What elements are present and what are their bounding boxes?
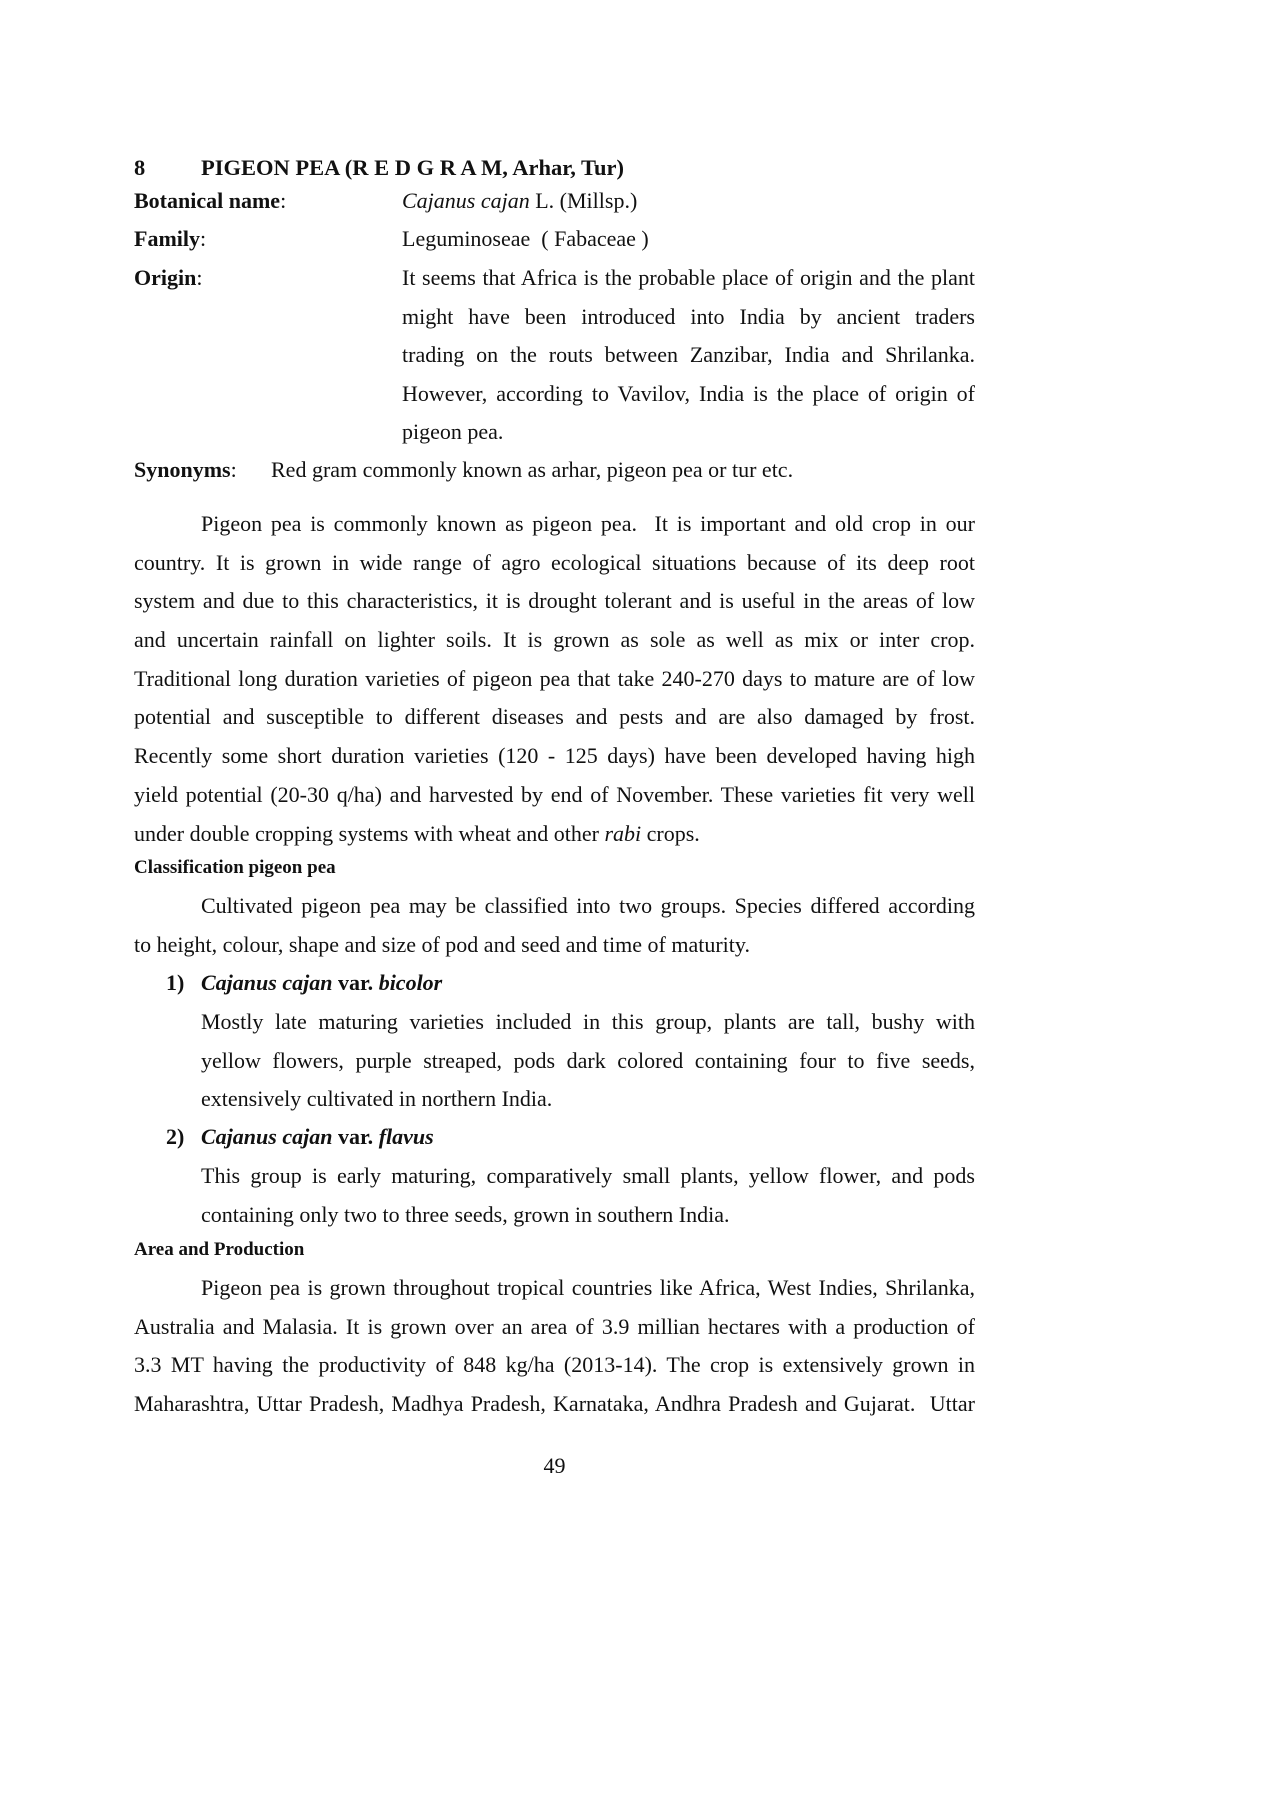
text-line: yellow flowers, purple streaped, pods dark colored containing four to five seeds, (201, 1047, 975, 1073)
classification-intro (134, 887, 975, 964)
field-value: Cajanus cajan L. (Millsp.) (402, 188, 638, 213)
classification-item-body (201, 1157, 975, 1234)
page-number: 49 (543, 1453, 566, 1478)
section-title: PIGEON PEA (R E D G R A M, Arhar, Tur) (201, 155, 624, 180)
species-name: Cajanus cajan (201, 1124, 333, 1149)
text-line: However, according to Vavilov, India is the place of origin of (402, 380, 975, 406)
list-number: 2) (166, 1124, 185, 1149)
subsection-heading-area-production: Area and Production (134, 1239, 305, 1260)
text-line: 3.3 MT having the productivity of 848 kg/ha (2013-14). The crop is extensively grown in (134, 1352, 975, 1378)
italic-term: rabi (604, 820, 642, 846)
field-value (402, 259, 975, 452)
text-line: and uncertain rainfall on lighter soils. It is grown as sole as well as mix or inter crop. (134, 627, 975, 653)
text-line: system and due to this characteristics, it is drought tolerant and is useful in the areas of low (134, 588, 975, 614)
area-production-paragraph (134, 1269, 975, 1424)
text-line: Recently some short duration varieties (120 - 125 days) have been developed having high (134, 743, 975, 769)
variety-name: bicolor (378, 970, 443, 995)
field-value: Red gram commonly known as arhar, pigeon pea or tur etc. (271, 457, 794, 482)
field-label: Synonyms: (134, 457, 237, 482)
field-value: Leguminoseae ( Fabaceae ) (402, 226, 649, 251)
text-line: Cultivated pigeon pea may be classified into two groups. Species differed according (201, 893, 975, 918)
field-label: Botanical name: (134, 188, 287, 213)
text-line: pigeon pea. (402, 419, 504, 444)
text-line: Australia and Malasia. It is grown over an area of 3.9 millian hectares with a production of (134, 1313, 975, 1339)
text-line: might have been introduced into India by ancient traders (402, 303, 975, 329)
subsection-heading-classification: Classification pigeon pea (134, 857, 336, 878)
text-line: Traditional long duration varieties of pigeon pea that take 240-270 days to mature are of low (134, 665, 975, 691)
text-line: to height, colour, shape and size of pod and seed and time of maturity. (134, 931, 750, 957)
text-line: country. It is grown in wide range of agro ecological situations because of its deep root (134, 549, 975, 575)
classification-item-title: 2) Cajanus cajan var. flavus (166, 1124, 434, 1149)
text-line: trading on the routs between Zanzibar, India and Shrilanka. (402, 342, 975, 367)
text-line: yield potential (20-30 q/ha) and harvested by end of November. These varieties fit very well (134, 781, 975, 807)
text-line: Pigeon pea is grown throughout tropical countries like Africa, West Indies, Shrilanka, (201, 1275, 975, 1300)
section-heading (134, 155, 624, 181)
text-line: Mostly late maturing varieties included in this group, plants are tall, bushy with (201, 1009, 975, 1034)
scientific-name: Cajanus cajan (402, 188, 530, 213)
species-name: Cajanus cajan (201, 970, 333, 995)
text-line: It seems that Africa is the probable place of origin and the plant (402, 265, 975, 290)
text-line: Pigeon pea is commonly known as pigeon pea. It is important and old crop in our (201, 511, 975, 536)
variety-name: flavus (378, 1124, 434, 1149)
field-label: Family: (134, 226, 207, 251)
list-number: 1) (166, 970, 185, 995)
text-line: under double cropping systems with wheat and other rabi crops. (134, 820, 700, 846)
classification-item-body (201, 1003, 975, 1119)
text-line: containing only two to three seeds, grown in southern India. (201, 1201, 730, 1227)
text-line: Maharashtra, Uttar Pradesh, Madhya Pradesh, Karnataka, Andhra Pradesh and Gujarat. Uttar (134, 1391, 975, 1417)
field-label: Origin: (134, 265, 203, 290)
text-line: extensively cultivated in northern India. (201, 1086, 553, 1112)
section-number: 8 (134, 155, 146, 180)
text-line: This group is early maturing, comparatively small plants, yellow flower, and pods (201, 1163, 975, 1188)
classification-item-title: 1) Cajanus cajan var. bicolor (166, 970, 443, 995)
intro-paragraph (134, 505, 975, 853)
text-line: potential and susceptible to different diseases and pests and are also damaged by frost. (134, 704, 975, 730)
